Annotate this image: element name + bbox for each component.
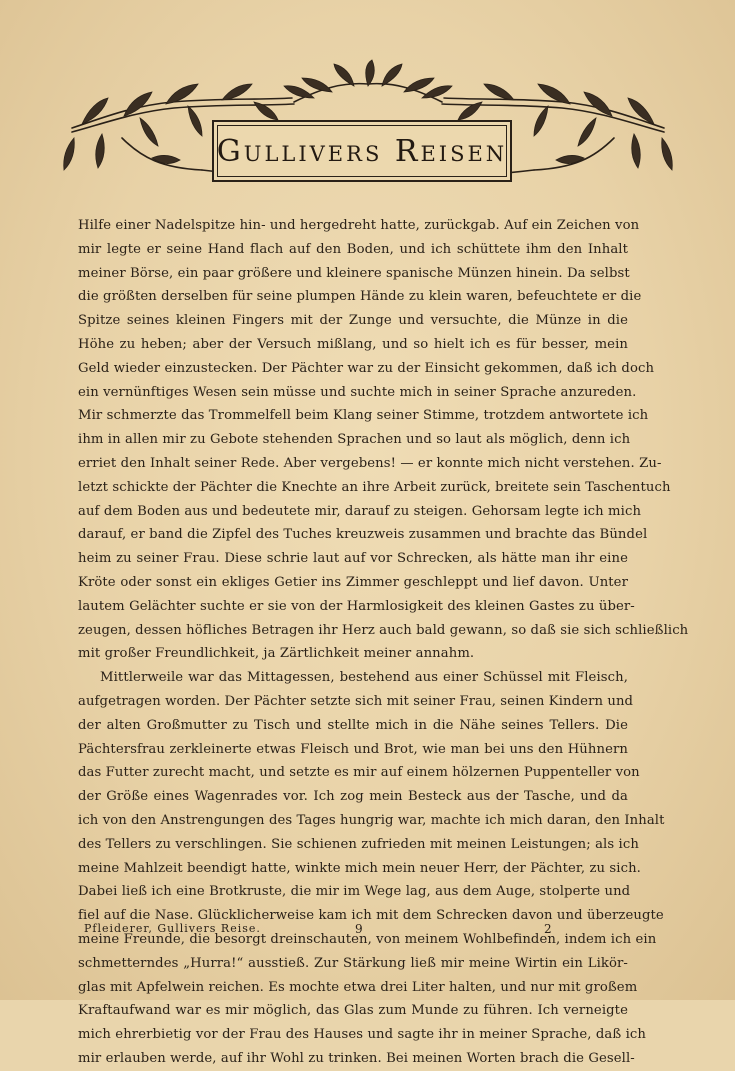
text-line: ich von den Anstrengungen des Tages hungrig war, machte ich mich daran, den Inhalt [78,812,665,828]
title-frame [212,120,512,182]
text-line: das Futter zurecht macht, und setzte es mir auf einem hölzernen Puppenteller von [78,765,640,781]
chapter-title: Gullivers Reisen [216,133,508,169]
text-line: fiel auf die Nase. Glücklicherweise kam ich mit dem Schrecken davon und überzeugte [78,908,664,924]
text-line: mir legte er seine Hand flach auf den Boden, und ich schüttete ihm den Inhalt [78,241,628,257]
text-line: Pächtersfrau zerkleinerte etwas Fleisch und Brot, wie man bei uns den Hühnern [78,741,628,757]
text-line: mit großer Freundlichkeit, ja Zärtlichkeit meiner annahm. [78,646,475,662]
text-line: Kraftaufwand war es mir möglich, das Glas zum Munde zu führen. Ich verneigte [78,1003,628,1019]
text-line: mir erlauben werde, auf ihr Wohl zu trinken. Bei meinen Worten brach die Gesell- [78,1050,635,1066]
text-line: ein vernünftiges Wesen sein müsse und suchte mich in seiner Sprache anzureden. [78,384,637,400]
chapter-header [62,58,674,198]
footer-page-number: 9 [355,922,363,936]
footer-sheet-number: 2 [544,922,552,936]
text-line: Hilfe einer Nadelspitze hin- und hergedreht hatte, zurückgab. Auf ein Zeichen von [78,218,640,233]
text-line: auf dem Boden aus und bedeutete mir, darauf zu steigen. Gehorsam legte ich mich [78,503,642,519]
text-line: ihm in allen mir zu Gebote stehenden Sprachen und so laut als möglich, denn ich [78,432,631,448]
text-line: des Tellers zu verschlingen. Sie schienen zufrieden mit meinen Leistungen; als ich [78,836,639,852]
text-line: lautem Gelächter suchte er sie von der Harmlosigkeit des kleinen Gastes zu über- [78,598,635,614]
text-line: Geld wieder einzustecken. Der Pächter war zu der Einsicht gekommen, daß ich doch [78,360,655,376]
text-line: Mir schmerzte das Trommelfell beim Klang seiner Stimme, trotzdem antwortete ich [78,408,649,424]
text-line: Mittlerweile war das Mittagessen, bestehend aus einer Schüssel mit Fleisch, [100,670,628,686]
text-line: der alten Großmutter zu Tisch und stellte mich in die Nähe seines Tellers. Die [78,717,628,733]
text-line: meiner Börse, ein paar größere und kleinere spanische Münzen hinein. Da selbst [78,265,630,281]
text-line: mich ehrerbietig vor der Frau des Hauses und sagte ihr in meiner Sprache, daß ich [78,1027,646,1043]
text-line: heim zu seiner Frau. Diese schrie laut auf vor Schrecken, als hätte man ihr eine [78,551,628,567]
text-line: erriet den Inhalt seiner Rede. Aber vergebens! — er konnte mich nicht verstehen. Zu- [78,455,662,471]
page-footer [78,922,628,942]
text-line: Höhe zu heben; aber der Versuch mißlang, und so hielt ich es für besser, mein [78,336,628,352]
text-line: Spitze seines kleinen Fingers mit der Zunge und versuchte, die Münze in die [78,313,628,329]
text-line: darauf, er band die Zipfel des Tuches kreuzweis zusammen und brachte das Bündel [78,527,648,543]
text-line: zeugen, dessen höfliches Betragen ihr Herz auch bald gewann, so daß sie sich schließlich [78,622,689,638]
text-line: Dabei ließ ich eine Brotkruste, die mir im Wege lag, aus dem Auge, stolperte und [78,884,631,900]
text-line: schmetterndes „Hurra!“ ausstieß. Zur Stärkung ließ mir meine Wirtin ein Likör- [78,955,628,971]
text-line: aufgetragen worden. Der Pächter setzte sich mit seiner Frau, seinen Kindern und [78,693,634,709]
text-line: meine Freunde, die besorgt dreinschauten, von meinem Wohlbefinden, indem ich ein [78,931,657,947]
text-line: die größten derselben für seine plumpen Hände zu klein waren, befeuchtete er die [78,289,642,305]
text-line: der Größe eines Wagenrades vor. Ich zog mein Besteck aus der Tasche, und da [78,789,628,805]
text-line: letzt schickte der Pächter die Knechte an ihre Arbeit zurück, breitete sein Taschentuch [78,479,671,495]
text-line: glas mit Apfelwein reichen. Es mochte etwa drei Liter halten, und nur mit großem [78,979,638,995]
text-line: meine Mahlzeit beendigt hatte, winkte mich mein neuer Herr, der Pächter, zu sich. [78,860,641,876]
footer-signature: Pfleiderer, Gullivers Reise. [84,922,261,935]
body-text [78,214,689,1071]
text-line: Kröte oder sonst ein ekliges Getier ins Zimmer geschleppt und lief davon. Unter [78,574,628,590]
